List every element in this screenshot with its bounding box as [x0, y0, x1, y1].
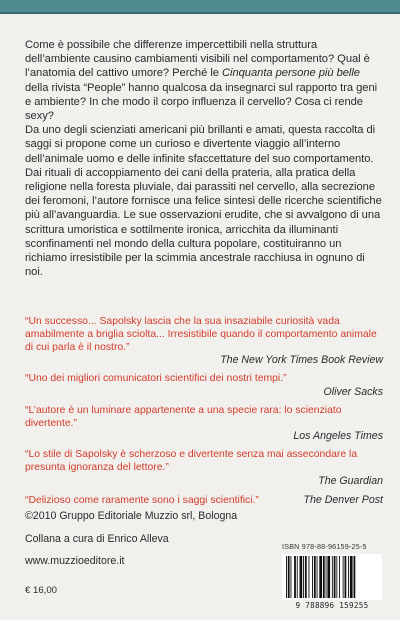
- barcode-bar: [339, 556, 340, 598]
- barcode-bar: [343, 556, 344, 598]
- barcode-bar: [319, 556, 322, 598]
- top-color-band: [0, 0, 400, 14]
- blurb-text: Come è possibile che differenze impercettibili nella struttura dell’ambiente causino cambiamenti visibili nel comportamento? Qual è l’anatomia del cattivo umore? Perché le: [25, 39, 370, 80]
- barcode-bar: [291, 556, 292, 598]
- review-quote: [25, 405, 383, 443]
- barcode-bar: [309, 556, 310, 598]
- barcode-bar: [345, 556, 347, 598]
- quote-inline-row: [25, 494, 383, 508]
- blurb-paragraph-1: [25, 38, 383, 123]
- blurb-text: della rivista “People” hanno qualcosa da insegnarci sul rapporto tra geni e ambiente? In che modo il corpo influenza il cervello? Cosa ci rende sexy?: [25, 81, 378, 123]
- barcode-bar: [294, 556, 296, 598]
- price-label: € 16,00: [25, 585, 58, 596]
- series-editor-line: Collana a cura di Enrico Alleva: [25, 533, 169, 545]
- barcode-bar: [303, 556, 304, 598]
- barcode-bar: [317, 556, 318, 598]
- barcode-bars: [282, 554, 382, 600]
- quote-source: Oliver Sacks: [323, 385, 383, 398]
- barcode-bar: [332, 556, 333, 598]
- quote-source: The Denver Post: [303, 493, 383, 506]
- barcode-bar: [297, 556, 298, 598]
- quote-text: “L’autore è un luminare appartenente a una specie rara: lo scienziato divertente.”: [25, 404, 342, 429]
- barcode-bar: [286, 556, 287, 598]
- quote-source: The New York Times Book Review: [220, 354, 383, 367]
- barcode-number: 9 788896 159255: [295, 601, 369, 610]
- magazine-title: Cinquanta persone più belle: [222, 67, 360, 80]
- barcode-bar: [288, 556, 290, 598]
- quote-source: The Guardian: [318, 474, 383, 487]
- review-quotes: [25, 316, 383, 513]
- barcode-bar: [327, 556, 330, 598]
- copyright-line: ©2010 Gruppo Editoriale Muzzio srl, Bologna: [25, 510, 238, 522]
- quote-text: “Delizioso come raramente sono i saggi scientifici.”: [25, 494, 259, 506]
- top-band-edge: [0, 12, 400, 14]
- quote-text: “Lo stile di Sapolsky è scherzoso e divertente senza mai assecondare la presunta ignoranza del lettore.”: [25, 449, 358, 473]
- barcode-bar: [323, 556, 325, 598]
- barcode-bar: [336, 556, 337, 598]
- barcode-bar: [348, 556, 349, 598]
- barcode-bar: [305, 556, 307, 598]
- back-cover-blurb: [25, 38, 383, 279]
- blurb-paragraph-2: Da uno degli scienziati americani più brillanti e amati, questa raccolta di saggi si propone come un curioso e divertente viaggio all’interno dell’animale uomo e delle infinite sfaccettature del suo comportamento. Dai rituali di accoppiamento dei cani della prateria, alla pratica della religione nella foresta pluviale, dai parassiti nel cervello, alla secrezione dei feromoni, l’autore fornisce una felice sintesi delle ricerche scientifiche più all’avanguardia. Le sue osservazioni erudite, che si avvalgono di una scrittura umoristica e sottilmente ironica, arricchita da illuminanti sconfinamenti nel mondo della cultura popolare, costituiranno un richiamo irresistibile per la scimmia ancestrale racchiusa in ognuno di noi.: [25, 124, 382, 279]
- review-quote: [25, 494, 383, 508]
- barcode-bar: [354, 556, 356, 598]
- review-quote: [25, 316, 383, 367]
- barcode-bar: [312, 556, 313, 598]
- barcode-bar: [314, 556, 316, 598]
- quote-text: “Uno dei migliori comunicatori scientifici dei nostri tempi.”: [25, 373, 287, 385]
- publisher-website[interactable]: www.muzzioeditore.it: [25, 555, 125, 567]
- review-quote: [25, 449, 383, 487]
- barcode-bar: [300, 556, 303, 598]
- barcode-bar: [334, 556, 336, 598]
- barcode: [282, 554, 382, 600]
- quote-source: Los Angeles Times: [293, 430, 383, 443]
- barcode-bar: [326, 556, 327, 598]
- barcode-bar: [350, 556, 353, 598]
- review-quote: [25, 373, 383, 399]
- isbn-label: ISBN 978-88-96159-25-5: [282, 542, 367, 551]
- quote-text: “Un successo... Sapolsky lascia che la sua insaziabile curiosità vada amabilmente a briglia sciolta... Irresistibile quando il comportamento animale di cui parla è il nostro.”: [25, 316, 377, 353]
